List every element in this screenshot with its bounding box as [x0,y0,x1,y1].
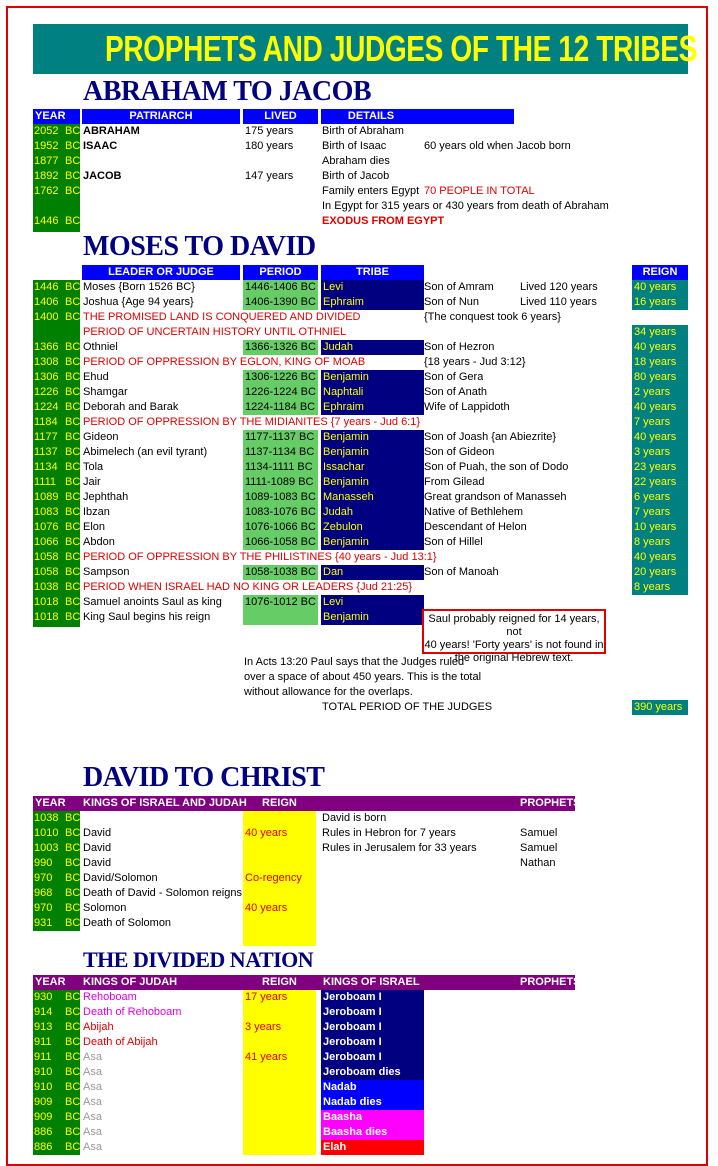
row-period-note: THE PROMISED LAND IS CONQUERED AND DIVIDED [83,311,361,323]
row-bc: BC [65,902,81,914]
row-detail: Son of Nun [424,296,480,308]
row-year: 1224 [34,401,59,413]
row-reign: 17 years [245,991,288,1003]
row-tribe: Naphtali [323,386,364,398]
row-bc: BC [65,1081,81,1093]
row-tribe: Dan [323,566,344,578]
row-bc: BC [65,1066,81,1078]
row-king-judah: Death of Rehoboam [83,1006,182,1018]
row-reign: 3 years [634,446,671,458]
row-year: 911 [34,1051,52,1063]
row-year: 1137 [34,446,58,458]
row-bc: BC [65,431,81,443]
row-reign: 3 years [245,1021,282,1033]
row-year: 1892 [34,170,59,182]
row-patriarch: ABRAHAM [83,125,140,137]
row-year: 1308 [34,356,59,368]
row-prophet: Samuel [520,842,558,854]
row-year: 1058 [34,566,59,578]
row-tribe: Zebulon [323,521,363,533]
row-year: 910 [34,1066,53,1078]
row-year: 914 [34,1006,53,1018]
row-detail: Birth of Isaac [322,140,387,152]
row-bc: BC [65,842,81,854]
header-tribe: TRIBE [356,266,389,278]
row-period: 1058-1038 BC [245,566,316,578]
row-detail: Son of Joash {an Abiezrite} [424,431,557,443]
row-king-israel: Baasha [323,1111,363,1123]
row-tribe: Levi [323,281,344,293]
row-patriarch: JACOB [83,170,122,182]
row-leader: King Saul begins his reign [83,611,211,623]
row-bc: BC [65,1051,81,1063]
row-year: 1184 [34,416,58,428]
row-bc: BC [65,155,81,167]
row-year: 911 [34,1036,52,1048]
row-bc: BC [65,140,81,152]
header-leader: LEADER OR JUDGE [108,266,214,278]
row-bc: BC [65,872,81,884]
row-king: David [83,827,112,839]
row-tribe: Benjamin [323,476,369,488]
row-bc: BC [65,812,81,824]
row-bc: BC [65,827,81,839]
row-year: 1010 [34,827,59,839]
row-detail: Birth of Jacob [322,170,390,182]
row-period-note: PERIOD WHEN ISRAEL HAD NO KING OR LEADERS {Jud 21:25} [83,581,413,593]
row-detail: {The conquest took 6 years} [424,311,561,323]
header-prophets: PROPHETS [520,797,581,809]
row-king-judah: Asa [83,1126,102,1138]
header-year: YEAR [35,110,66,122]
row-year: 1076 [34,521,59,533]
row-king: Death of Solomon [83,917,172,929]
row-bc: BC [65,281,81,293]
row-detail: Son of Puah, the son of Dodo [424,461,569,473]
row-bc: BC [65,356,81,368]
row-year: 913 [34,1021,53,1033]
row-reign: 18 years [634,356,677,368]
saul-note-line: the original Hebrew text. [454,652,574,664]
row-leader: Moses {Born 1526 BC} [83,281,195,293]
row-detail: Son of Manoah [424,566,499,578]
row-year: 1446 [34,215,59,227]
row-detail: Rules in Jerusalem for 33 years [322,842,477,854]
row-detail: Great grandson of Manasseh [424,491,567,503]
row-leader: Tola [83,461,104,473]
row-detail: EXODUS FROM EGYPT [322,215,445,227]
row-period: 1446-1406 BC [245,281,316,293]
acts-note-line: over a space of about 450 years. This is the total [244,671,482,683]
row-period: 1366-1326 BC [245,341,316,353]
acts-note-line: without allowance for the overlaps. [244,686,413,698]
row-king-israel: Nadab [323,1081,357,1093]
row-detail-extra: 70 PEOPLE IN TOTAL [424,185,535,197]
row-reign: 16 years [634,296,677,308]
row-year: 910 [34,1081,53,1093]
row-year: 968 [34,887,53,899]
row-tribe: Levi [323,596,344,608]
saul-note-line: 40 years! 'Forty years' is not found in [424,639,604,651]
row-year: 1400 [34,311,59,323]
row-period: 1134-1111 BC [245,461,313,473]
row-period-note: PERIOD OF OPPRESSION BY THE PHILISTINES {40 years - Jud 13:1} [83,551,437,563]
row-year: 886 [34,1141,53,1153]
row-reign: 22 years [634,476,677,488]
row-reign: 23 years [634,461,677,473]
row-period-note: PERIOD OF UNCERTAIN HISTORY UNTIL OTHNIEL [83,326,347,338]
header-reign: REIGN [262,976,297,988]
row-leader: Samuel anoints Saul as king [83,596,222,608]
row-year: 1306 [34,371,59,383]
row-bc: BC [65,857,81,869]
row-detail: Son of Anath [424,386,487,398]
row-king-judah: Asa [83,1051,102,1063]
section-title-david: DAVID TO CHRIST [83,762,325,793]
title-banner [33,24,697,74]
row-year: 1877 [34,155,59,167]
row-king: David [83,842,112,854]
row-king: David [83,857,112,869]
row-bc: BC [65,1111,81,1123]
row-reign: 8 years [634,581,671,593]
row-leader: Abimelech (an evil tyrant) [83,446,208,458]
row-king-judah: Asa [83,1096,102,1108]
row-leader: Gideon [83,431,119,443]
row-reign: 34 years [634,326,677,338]
row-detail: Rules in Hebron for 7 years [322,827,456,839]
row-bc: BC [65,1021,81,1033]
saul-note [422,609,606,664]
header-reign: REIGN [642,266,678,278]
row-reign: 41 years [245,1051,288,1063]
row-bc: BC [65,917,81,929]
row-bc: BC [65,551,81,563]
row-bc: BC [65,476,81,488]
row-period-note: PERIOD OF OPPRESSION BY THE MIDIANITES {7 years - Jud 6:1} [83,416,421,428]
row-leader: Othniel [83,341,118,353]
row-tribe: Ephraim [323,296,364,308]
row-year: 1134 [34,461,58,473]
row-leader: Deborah and Barak [83,401,179,413]
row-bc: BC [65,1006,81,1018]
row-tribe: Judah [323,506,353,518]
row-reign: 40 years [634,551,677,563]
row-tribe: Ephraim [323,401,364,413]
row-king: Solomon [83,902,127,914]
row-reign: 40 years [634,281,677,293]
row-leader: Elon [83,521,106,533]
row-year: 1226 [34,386,59,398]
row-detail: Native of Bethlehem [424,506,524,518]
row-year: 931 [34,917,53,929]
row-detail: From Gilead [424,476,485,488]
row-bc: BC [65,125,81,137]
section-title-abraham: ABRAHAM TO JACOB [83,76,372,107]
row-year: 1446 [34,281,59,293]
row-reign: 6 years [634,491,671,503]
row-detail-extra: 60 years old when Jacob born [424,140,571,152]
row-year: 1762 [34,185,59,197]
header-lived: LIVED [264,110,297,122]
row-year: 2052 [34,125,59,137]
row-lived: 175 years [245,125,294,137]
row-king-judah: Asa [83,1081,102,1093]
row-reign: 10 years [634,521,677,533]
row-detail: In Egypt for 315 years or 430 years from death of Abraham [322,200,609,212]
saul-note-line: Saul probably reigned for 14 years, not [428,613,600,638]
row-period: 1066-1058 BC [245,536,316,548]
row-king-israel: Jeroboam I [323,1006,382,1018]
row-king-judah: Asa [83,1066,102,1078]
row-period: 1089-1083 BC [245,491,316,503]
row-year: 886 [34,1126,53,1138]
row-bc: BC [65,1096,81,1108]
row-bc: BC [65,1126,81,1138]
total-value: 390 years [634,701,683,713]
row-king-israel: Jeroboam I [323,1021,382,1033]
row-tribe: Benjamin [323,611,369,623]
row-bc: BC [65,581,81,593]
row-bc: BC [65,446,81,458]
section-title-divided: THE DIVIDED NATION [83,947,314,972]
row-reign: 8 years [634,536,671,548]
row-tribe: Benjamin [323,446,369,458]
row-king-israel: Nadab dies [323,1096,382,1108]
row-detail: Birth of Abraham [322,125,404,137]
row-detail: {18 years - Jud 3:12} [424,356,526,368]
row-king: David/Solomon [83,872,158,884]
row-bc: BC [65,566,81,578]
row-bc: BC [65,386,81,398]
row-detail: Abraham dies [322,155,390,167]
row-bc: BC [65,401,81,413]
row-tribe: Benjamin [323,431,369,443]
row-bc: BC [65,296,81,308]
row-bc: BC [65,506,81,518]
row-king-israel: Jeroboam I [323,1036,382,1048]
row-king-judah: Abijah [83,1021,114,1033]
header-reign: REIGN [262,797,297,809]
row-period: 1224-1184 BC [245,401,316,413]
row-king-judah: Rehoboam [83,991,137,1003]
row-bc: BC [65,1141,81,1153]
row-king-israel: Baasha dies [323,1126,388,1138]
row-reign: 40 years [245,827,288,839]
row-year: 990 [34,857,53,869]
row-year: 1952 [34,140,59,152]
row-leader: Shamgar [83,386,128,398]
row-period: 1406-1390 BC [245,296,316,308]
row-leader: Ehud [83,371,109,383]
header-year: YEAR [35,976,66,988]
row-period-note: PERIOD OF OPPRESSION BY EGLON, KING OF MOAB [83,356,366,368]
row-bc: BC [65,416,81,428]
row-king-israel: Elah [323,1141,347,1153]
row-leader: Ibzan [83,506,110,518]
row-period: 1306-1226 BC [245,371,316,383]
header-patriarch: PATRIARCH [129,110,193,122]
acts-note-line: In Acts 13:20 Paul says that the Judges ruled [244,656,465,668]
row-tribe: Benjamin [323,371,369,383]
row-year: 1018 [34,611,59,623]
row-detail: Son of Gera [424,371,484,383]
header-year: YEAR [35,797,66,809]
row-reign: 40 years [245,902,288,914]
row-leader: Jephthah [83,491,129,503]
row-detail: Family enters Egypt [322,185,420,197]
row-year: 1038 [34,812,59,824]
row-lived: 180 years [245,140,294,152]
row-bc: BC [65,491,81,503]
row-period: 1137-1134 BC [245,446,315,458]
row-bc: BC [65,215,81,227]
page-title: PROPHETS AND JUDGES OF THE 12 TRIBES [105,28,697,69]
row-king-judah: Asa [83,1141,102,1153]
row-detail: Son of Gideon [424,446,495,458]
row-prophet: Nathan [520,857,556,869]
row-period: 1226-1224 BC [245,386,316,398]
row-bc: BC [65,1036,81,1048]
section-title-moses: MOSES TO DAVID [83,231,316,262]
row-bc: BC [65,461,81,473]
row-period: 1111-1089 BC [245,476,314,488]
row-year: 1003 [34,842,59,854]
row-detail: Descendant of Helon [424,521,527,533]
row-year: 970 [34,902,53,914]
header-prophets: PROPHETS [520,976,581,988]
row-period: 1076-1012 BC [245,596,316,608]
total-label: TOTAL PERIOD OF THE JUDGES [322,701,493,713]
row-period: 1076-1066 BC [245,521,316,533]
header-period: PERIOD [259,266,302,278]
row-period: 1083-1076 BC [245,506,316,518]
row-year: 1366 [34,341,59,353]
row-year: 930 [34,991,53,1003]
row-reign: 40 years [634,431,677,443]
row-lived: 147 years [245,170,294,182]
row-reign: 2 years [634,386,671,398]
row-year: 1038 [34,581,59,593]
row-detail: Wife of Lappidoth [424,401,510,413]
row-year: 909 [34,1111,53,1123]
row-detail: David is born [322,812,387,824]
row-tribe: Judah [323,341,353,353]
row-year: 1083 [34,506,59,518]
row-bc: BC [65,311,81,323]
row-leader: Abdon [83,536,115,548]
row-detail-extra: Lived 120 years [520,281,598,293]
row-reign: 40 years [634,401,677,413]
row-year: 1066 [34,536,59,548]
header-kings-israel: KINGS OF ISRAEL [323,976,420,988]
row-leader: Jair [83,476,101,488]
row-bc: BC [65,341,81,353]
row-bc: BC [65,991,81,1003]
row-king-israel: Jeroboam I [323,1051,382,1063]
row-reign: 80 years [634,371,677,383]
row-year: 1089 [34,491,59,503]
row-period: 1177-1137 BC [245,431,315,443]
row-tribe: Benjamin [323,536,369,548]
row-bc: BC [65,371,81,383]
row-tribe: Issachar [323,461,365,473]
row-bc: BC [65,887,81,899]
row-leader: Sampson [83,566,130,578]
row-bc: BC [65,596,81,608]
row-year: 1177 [34,431,58,443]
row-detail: Son of Hezron [424,341,495,353]
row-detail: Son of Hillel [424,536,483,548]
row-tribe: Manasseh [323,491,374,503]
row-bc: BC [65,521,81,533]
row-bc: BC [65,170,81,182]
row-reign: 20 years [634,566,677,578]
row-year: 1058 [34,551,59,563]
header-kings-judah: KINGS OF JUDAH [83,976,178,988]
header-kings: KINGS OF ISRAEL AND JUDAH [83,797,247,809]
row-bc: BC [65,536,81,548]
row-king: Death of David - Solomon reigns [83,887,242,899]
row-bc: BC [65,185,81,197]
row-reign: 40 years [634,341,677,353]
row-year: 1111 [34,476,57,488]
row-king-judah: Death of Abijah [83,1036,158,1048]
row-prophet: Samuel [520,827,558,839]
row-reign: 7 years [634,506,671,518]
row-reign: Co-regency [245,872,302,884]
row-year: 1406 [34,296,59,308]
row-detail-extra: Lived 110 years [520,296,597,308]
row-detail: Son of Amram [424,281,494,293]
row-year: 909 [34,1096,53,1108]
row-year: 1018 [34,596,59,608]
header-details: DETAILS [347,110,395,122]
row-year: 970 [34,872,53,884]
row-king-israel: Jeroboam dies [323,1066,401,1078]
row-bc: BC [65,611,81,623]
row-king-israel: Jeroboam I [323,991,382,1003]
row-king-judah: Asa [83,1111,102,1123]
row-patriarch: ISAAC [83,140,118,152]
row-reign: 7 years [634,416,671,428]
row-leader: Joshua {Age 94 years} [83,296,194,308]
